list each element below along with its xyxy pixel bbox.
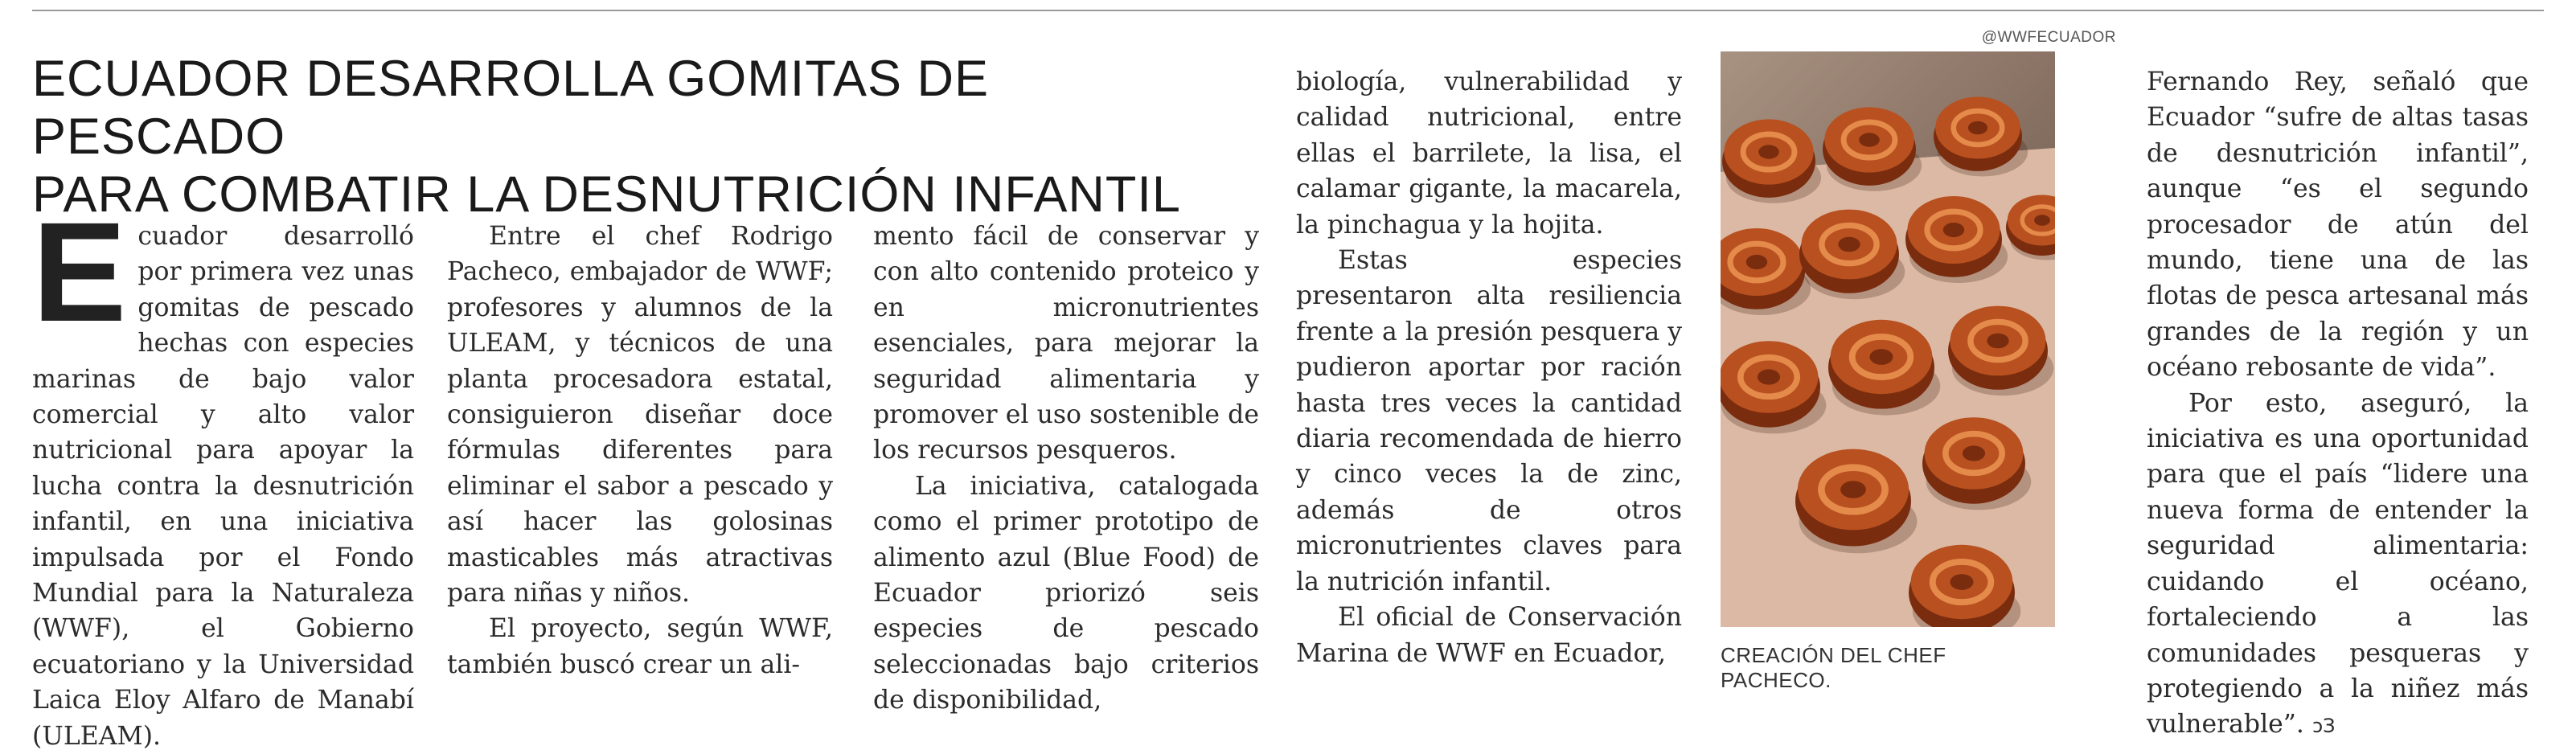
article-paragraph: Entre el chef Rodrigo Pacheco, embajador de WWF; profesores y alumnos de la ULEAM, y técnicos de una planta procesadora estatal, consiguieron diseñar doce fórmulas diferentes para eliminar el sabor a pescado y así hacer las golosinas masticables más atractivas para niñas y niños. xyxy=(447,222,833,609)
drop-cap: E xyxy=(32,194,127,351)
photo-illustration xyxy=(1721,51,2055,627)
paragraph-text: Por esto, aseguró, la iniciativa es una oportunidad para que el país “lidere una nueva forma de entender la seguridad alimentaria: cuidando el océano, fortaleciendo a las comunidades pesqueras y protegiendo a la niñez más vulnerable”. xyxy=(2147,388,2529,740)
article-column-2 xyxy=(447,219,833,682)
gummy-candy xyxy=(1722,119,1821,203)
article-column-3 xyxy=(873,219,1259,719)
article-paragraph: mento fácil de conservar y con alto contenido proteico y en micronutrientes esenciales, para mejorar la seguridad alimentaria y promover el uso sostenible de los recursos pesqueros. xyxy=(873,222,1259,465)
article-paragraph: El oficial de Conservación Marina de WWF en Ecuador, xyxy=(1296,603,1682,668)
headline-line-1: ECUADOR DESARROLLA GOMITAS DE PESCADO xyxy=(32,51,990,165)
article-paragraph xyxy=(32,194,414,754)
article-paragraph: Fernando Rey, señaló que Ecuador “sufre de altas tasas de desnutrición infantil”, aunque “es el segundo procesador de atún del mundo, tiene una de las flotas de pesca artesanal más grandes de la región y un océano rebosante de vida”. xyxy=(2147,68,2529,383)
article-paragraph: Estas especies presentaron alta resiliencia frente a la presión pesquera y pudieron aportar por ración hasta tres veces la cantidad diaria recomendada de hierro y cinco veces la de zinc, además de otros micronutrientes claves para la nutrición infantil. xyxy=(1296,246,1682,596)
article-column-5 xyxy=(2147,64,2529,744)
photo-fish-gummies xyxy=(1721,51,2055,627)
top-rule xyxy=(32,10,2544,11)
article-column-4 xyxy=(1296,64,1682,671)
article-column-1 xyxy=(32,194,414,754)
article-paragraph: La iniciativa, catalogada como el primer prototipo de alimento azul (Blue Food) de Ecuador priorizó seis especies de pescado seleccionadas bajo criterios de disponibilidad, xyxy=(873,471,1259,715)
gummy-candy xyxy=(1934,97,2028,177)
headline-line-2: PARA COMBATIR LA DESNUTRICIÓN INFANTIL xyxy=(32,166,1181,223)
article-paragraph: biología, vulnerabilidad y calidad nutricional, entre ellas el barrilete, la lisa, el calamar gigante, la macarela, la pinchagua y la hojita. xyxy=(1296,68,1682,240)
photo-caption: CREACIÓN DEL CHEF PACHECO. xyxy=(1721,643,1946,692)
article-paragraph: El proyecto, según WWF, también buscó crear un ali- xyxy=(447,614,833,679)
end-mark: ↄЗ xyxy=(2311,715,2336,738)
photo-credit: @WWFECUADOR xyxy=(1981,29,2116,46)
gummy-candy xyxy=(1823,107,1922,191)
paragraph-text: cuador desarrolló por primera vez unas gomitas de pescado hechas con especies marinas de bajo valor comercial y alto valor nutricional para apoyar la lucha contra la desnutrición infantil, en una iniciativa impulsada por el Fondo Mundial para la Naturaleza (WWF), el Gobierno ecuatoriano y la Universidad Laica Eloy Alfaro de Manabí (ULEAM). xyxy=(32,222,414,751)
headline xyxy=(32,50,1238,223)
article-paragraph xyxy=(2147,386,2529,744)
